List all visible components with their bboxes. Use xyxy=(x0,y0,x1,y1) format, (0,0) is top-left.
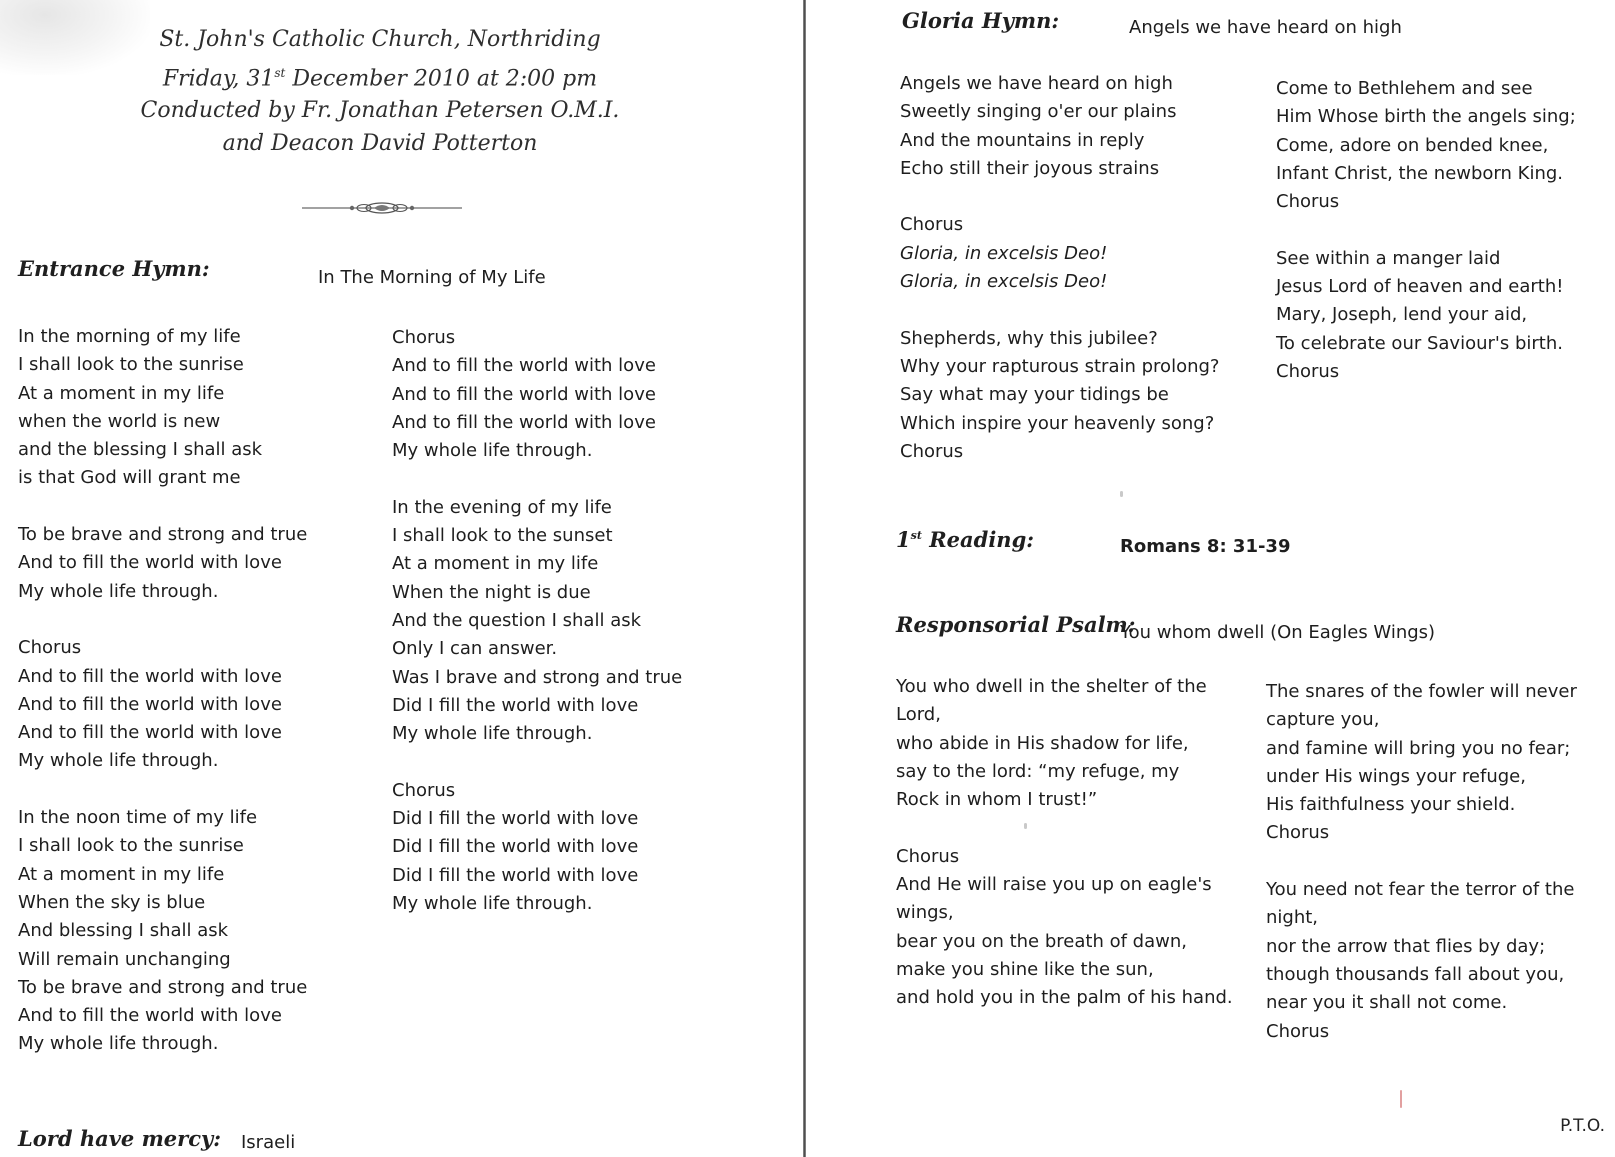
stanza-gap xyxy=(18,606,307,634)
gloria-column-1 xyxy=(900,70,1219,466)
stanza-gap xyxy=(18,493,307,521)
lyric-line: At a moment in my life xyxy=(392,553,599,575)
lyric-line: Only I can answer. xyxy=(392,638,558,660)
lyric-line: Rock in whom I trust!” xyxy=(896,789,1098,811)
lyric-line: And to fill the world with love xyxy=(18,665,282,687)
lyric-line: To be brave and strong and true xyxy=(18,976,308,998)
lyric-line: And to fill the world with love xyxy=(18,693,282,715)
lyric-line: When the sky is blue xyxy=(18,891,206,913)
lyric-line: I shall look to the sunset xyxy=(392,525,613,547)
lyric-line: In the noon time of my life xyxy=(18,807,258,829)
lyric-line: and the blessing I shall ask xyxy=(18,439,263,461)
chorus-label: Chorus xyxy=(1266,1020,1330,1042)
lyric-line: Infant Christ, the newborn King. xyxy=(1276,162,1564,184)
lyric-line: Gloria, in excelsis Deo! xyxy=(900,271,1108,293)
lyric-line: wings, xyxy=(896,902,954,924)
lyric-line: To celebrate our Saviour's birth. xyxy=(1276,332,1563,354)
stanza-gap xyxy=(896,814,1233,842)
lyric-line: Will remain unchanging xyxy=(18,948,231,970)
lyric-line: And to fill the world with love xyxy=(18,1005,282,1027)
psalm-column-2 xyxy=(1266,678,1577,1046)
lyric-line: My whole life through. xyxy=(18,750,219,772)
chorus-label: Chorus xyxy=(896,845,960,867)
lyric-line: Was I brave and strong and true xyxy=(392,666,683,688)
lyric-line: At a moment in my life xyxy=(18,382,225,404)
reading-heading: 1st Reading: xyxy=(896,527,1035,552)
lyric-line: And to fill the world with love xyxy=(18,722,282,744)
lord-have-mercy-heading: Lord have mercy: xyxy=(18,1126,221,1151)
lyric-line: And to fill the world with love xyxy=(392,355,656,377)
lyric-line: Why your rapturous strain prolong? xyxy=(900,355,1220,377)
gloria-title: Angels we have heard on high xyxy=(1129,17,1402,38)
chorus-label: Chorus xyxy=(392,327,456,348)
lyric-line: say to the lord: “my refuge, my xyxy=(896,760,1180,782)
lyric-line: Come to Bethlehem and see xyxy=(1276,78,1533,99)
lyric-line: I shall look to the sunrise xyxy=(18,354,244,376)
lyric-line: At a moment in my life xyxy=(18,863,225,885)
lyric-line: And He will raise you up on eagle's xyxy=(896,874,1212,896)
ornament-divider-icon xyxy=(302,196,462,220)
celebrant: Conducted by Fr. Jonathan Petersen O.M.I. xyxy=(140,98,620,124)
lyric-line: under His wings your refuge, xyxy=(1266,765,1526,787)
service-header xyxy=(120,24,640,160)
page-fold xyxy=(803,0,806,1157)
lyric-line: The snares of the fowler will never xyxy=(1266,681,1577,702)
lyric-line: Which inspire your heavenly song? xyxy=(900,412,1215,434)
chorus-label: Chorus xyxy=(1276,191,1340,213)
right-page xyxy=(810,0,1615,1157)
lyric-line: Jesus Lord of heaven and earth! xyxy=(1276,276,1564,298)
lyric-line: In the morning of my life xyxy=(18,326,241,347)
gloria-column-2 xyxy=(1276,75,1576,386)
psalm-column-1 xyxy=(896,673,1233,1013)
lyric-line: Gloria, in excelsis Deo! xyxy=(900,242,1108,264)
lyric-line: Lord, xyxy=(896,704,941,726)
lyric-line: I shall look to the sunrise xyxy=(18,835,244,857)
service-date: Friday, 31st December 2010 at 2:00 pm xyxy=(162,65,598,91)
lyric-line: And to fill the world with love xyxy=(392,383,656,405)
lyric-line: capture you, xyxy=(1266,709,1380,731)
please-turn-over: P.T.O. xyxy=(1560,1116,1605,1136)
entrance-hymn-column-1 xyxy=(18,323,307,1059)
lyric-line: When the night is due xyxy=(392,581,591,603)
lord-have-mercy-title: Israeli xyxy=(241,1132,296,1153)
chorus-label: Chorus xyxy=(1266,822,1330,844)
lyric-line: night, xyxy=(1266,907,1319,929)
lyric-line: Did I fill the world with love xyxy=(392,836,639,858)
reading-reference: Romans 8: 31-39 xyxy=(1120,536,1291,557)
stanza-gap xyxy=(392,748,682,776)
lyric-line: and hold you in the palm of his hand. xyxy=(896,987,1233,1009)
lyric-line: In the evening of my life xyxy=(392,496,612,518)
entrance-hymn-column-2 xyxy=(392,324,682,918)
scan-speck xyxy=(1120,491,1123,497)
lyric-line: You who dwell in the shelter of the xyxy=(896,676,1207,697)
lyric-line: Did I fill the world with love xyxy=(392,808,639,830)
lyric-line: And blessing I shall ask xyxy=(18,920,229,942)
entrance-hymn-title: In The Morning of My Life xyxy=(318,267,546,288)
lyric-line: Say what may your tidings be xyxy=(900,384,1169,406)
lyric-line: His faithfulness your shield. xyxy=(1266,794,1516,816)
lyric-line: You need not fear the terror of the xyxy=(1266,879,1575,901)
entrance-hymn-heading: Entrance Hymn: xyxy=(18,256,210,281)
scan-speck xyxy=(1400,1090,1402,1108)
lyric-line: Did I fill the world with love xyxy=(392,694,639,716)
lyric-line: My whole life through. xyxy=(392,892,593,914)
lyric-line: make you shine like the sun, xyxy=(896,958,1154,980)
lyric-line: Echo still their joyous strains xyxy=(900,157,1160,179)
lyric-line: My whole life through. xyxy=(392,440,593,462)
stanza-gap xyxy=(1266,848,1577,876)
stanza-gap xyxy=(900,296,1219,324)
stanza-gap xyxy=(1276,216,1576,244)
lyric-line: who abide in His shadow for life, xyxy=(896,732,1189,754)
gloria-heading: Gloria Hymn: xyxy=(902,8,1060,33)
left-page xyxy=(0,0,805,1157)
lyric-line: And to fill the world with love xyxy=(18,552,282,574)
lyric-line: Mary, Joseph, lend your aid, xyxy=(1276,304,1528,326)
chorus-label: Chorus xyxy=(900,214,964,236)
lyric-line: My whole life through. xyxy=(18,1033,219,1055)
chorus-label: Chorus xyxy=(18,637,82,659)
psalm-title: You whom dwell (On Eagles Wings) xyxy=(1120,622,1436,643)
lyric-line: nor the arrow that flies by day; xyxy=(1266,935,1546,957)
psalm-heading: Responsorial Psalm: xyxy=(896,612,1136,637)
lyric-line: Angels we have heard on high xyxy=(900,73,1173,94)
deacon: and Deacon David Potterton xyxy=(222,130,538,156)
stanza-gap xyxy=(18,776,307,804)
scan-speck xyxy=(1024,823,1027,829)
lyric-line: Him Whose birth the angels sing; xyxy=(1276,106,1576,128)
stanza-gap xyxy=(900,183,1219,211)
stanza-gap xyxy=(392,465,682,493)
lyric-line: And to fill the world with love xyxy=(392,411,656,433)
chorus-label: Chorus xyxy=(900,440,964,462)
lyric-line: near you it shall not come. xyxy=(1266,992,1508,1014)
church-name: St. John's Catholic Church, Northriding xyxy=(159,27,601,52)
lyric-line: Shepherds, why this jubilee? xyxy=(900,327,1158,349)
lyric-line: And the question I shall ask xyxy=(392,609,642,631)
lyric-line: when the world is new xyxy=(18,410,221,432)
lyric-line: My whole life through. xyxy=(18,580,219,602)
lyric-line: though thousands fall about you, xyxy=(1266,963,1565,985)
lyric-line: is that God will grant me xyxy=(18,467,241,489)
lyric-line: Come, adore on bended knee, xyxy=(1276,134,1549,156)
lyric-line: My whole life through. xyxy=(392,723,593,745)
lyric-line: and famine will bring you no fear; xyxy=(1266,737,1571,759)
lyric-line: bear you on the breath of dawn, xyxy=(896,930,1187,952)
lyric-line: And the mountains in reply xyxy=(900,129,1145,151)
lyric-line: To be brave and strong and true xyxy=(18,524,308,546)
chorus-label: Chorus xyxy=(1276,360,1340,382)
lyric-line: Sweetly singing o'er our plains xyxy=(900,101,1177,123)
chorus-label: Chorus xyxy=(392,779,456,801)
lyric-line: Did I fill the world with love xyxy=(392,864,639,886)
lyric-line: See within a manger laid xyxy=(1276,247,1501,269)
